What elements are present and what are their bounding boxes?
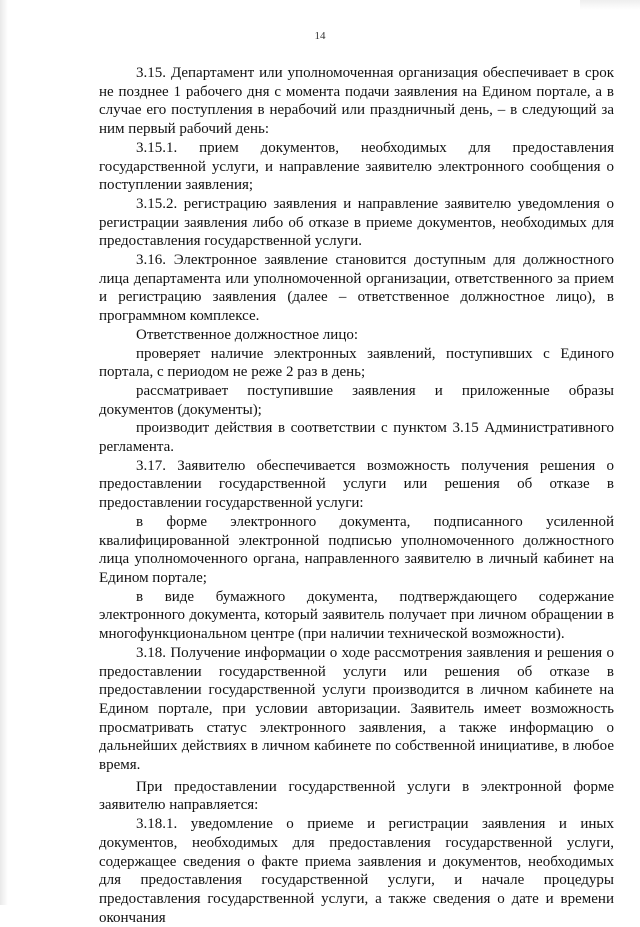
paragraph-reviews-applications: рассматривает поступившие заявления и приложенные образы документов (документы);: [99, 382, 614, 418]
paragraph-3-18-1: 3.18.1. уведомление о приеме и регистрации заявления и иных документов, необходимых для предоставления государственной услуги, содержащее сведения о факте приема заявления и документов, необходимых для предоставления государственной услуги, и начале процедуры предоставления государственной услуги, а также сведения о дате и времени окончания: [99, 816, 614, 926]
paragraph-3-18: 3.18. Получение информации о ходе рассмотрения заявления и решения о предоставлении государственной услуги или решения об отказе в предоставлении государственной услуги производится в личном кабинете на Едином портале, при условии авторизации. Заявитель имеет возможность просматривать статус электронного заявления, а также информацию о дальнейших действиях в личном кабинете по собственной инициативе, в любое время.: [99, 644, 614, 774]
document-body: [99, 64, 614, 927]
paragraph-3-15-1: 3.15.1. прием документов, необходимых для предоставления государственной услуги, и направление заявителю электронного сообщения о поступлении заявления;: [99, 139, 614, 194]
scan-corner-shadow: [580, 0, 640, 10]
page-number: 14: [314, 30, 326, 42]
paragraph-checks-applications: проверяет наличие электронных заявлений, поступивших с Единого портала, с периодом не реже 2 раз в день;: [99, 345, 614, 381]
paragraph-electronic-document: в форме электронного документа, подписанного усиленной квалифицированной электронной подписью уполномоченного должностного лица уполномоченного органа, направленного заявителю в личный кабинет на Едином портале;: [99, 513, 614, 586]
paragraph-3-15-2: 3.15.2. регистрацию заявления и направление заявителю уведомления о регистрации заявления либо об отказе в приеме документов, необходимых для предоставления государственной услуги.: [99, 195, 614, 250]
paragraph-responsible-official: Ответственное должностное лицо:: [136, 326, 359, 343]
paragraph-3-17: 3.17. Заявителю обеспечивается возможность получения решения о предоставлении государственной услуги или решения об отказе в предоставлении государственной услуги:: [99, 457, 614, 512]
paragraph-performs-actions: производит действия в соответствии с пунктом 3.15 Административного регламента.: [99, 420, 614, 456]
scan-edge-shadow: [0, 0, 8, 905]
paragraph-3-16: 3.16. Электронное заявление становится доступным для должностного лица департамента или уполномоченной организации, ответственного за прием и регистрацию заявления (далее – ответственное должностное лицо), в программном комплексе.: [99, 252, 614, 325]
paragraph-3-15: 3.15. Департамент или уполномоченная организация обеспечивает в срок не позднее 1 рабочего дня с момента подачи заявления на Едином портале, а в случае его поступления в нерабочий или праздничный день, – в следующий за ним первый рабочий день:: [99, 65, 614, 138]
paragraph-paper-document: в виде бумажного документа, подтверждающего содержание электронного документа, который заявитель получает при личном обращении в многофункциональном центре (при наличии технической возможности).: [99, 588, 614, 643]
paragraph-electronic-form: При предоставлении государственной услуги в электронной форме заявителю направляется:: [99, 778, 614, 814]
